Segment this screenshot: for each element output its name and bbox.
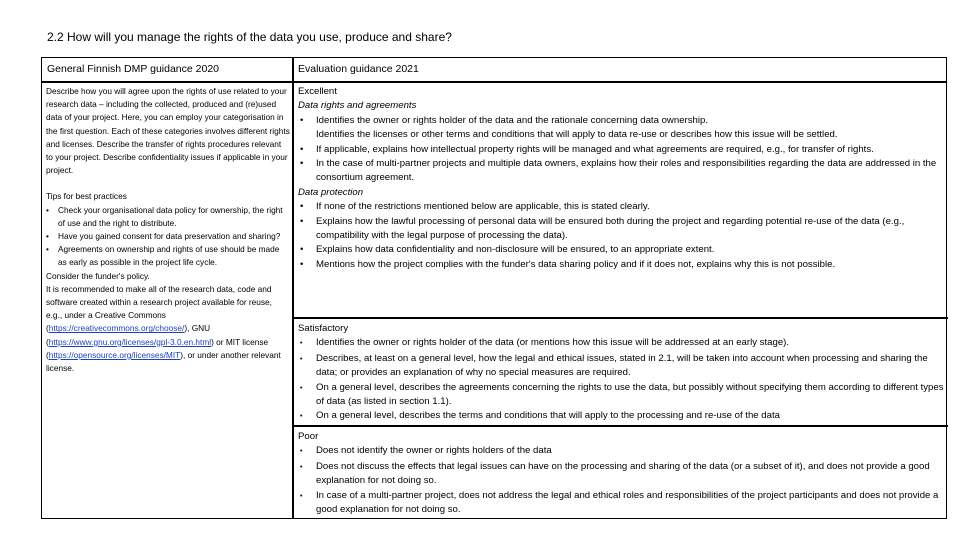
list-item: • Mentions how the project complies with the funder's data sharing policy and if it does not, explains why this is not possible. — [298, 258, 944, 272]
list-item: • If none of the restrictions mentioned below are applicable, this is stated clearly. — [298, 200, 944, 214]
list-item: • Identifies the owner or rights holder of the data (or mentions how this issue will be addressed at an early stage). — [298, 336, 944, 351]
right-column-header: Evaluation guidance 2021 — [298, 63, 419, 75]
header-divider — [42, 81, 946, 83]
general-guidance — [46, 85, 290, 375]
bullet-icon: • — [46, 204, 49, 215]
data-protection-subheading: Data protection — [298, 186, 364, 198]
gnu-license-link[interactable]: https://www.gnu.org/licenses/gpl-3.0.en.html — [48, 336, 212, 347]
list-item: • Agreements on ownership and rights of use should be made as early as possible in the project life cycle. — [46, 243, 290, 269]
satisfactory-divider — [293, 425, 948, 427]
bullet-icon: • — [300, 340, 303, 348]
bullet-icon: • — [300, 201, 304, 213]
satisfactory-section — [298, 322, 944, 425]
guidance-table — [41, 57, 947, 519]
bullet-icon: • — [300, 492, 303, 500]
guidance-intro: Describe how you will agree upon the rights of use related to your research data – including the collected, produced and (re)used data of your project. Here, you can employ your categorisation in the first question. Each of these categories involves different rights and licenses. Describe the transfer of rights procedures relevant to your project. Describe confidentiality issues if applicable in your project. — [46, 86, 290, 176]
poor-heading: Poor — [298, 431, 319, 442]
list-item: • On a general level, describes the agreements concerning the rights to use the data, but possibly without specifying them according to different types of data (as listed in section 1.1). — [298, 381, 944, 410]
column-divider — [292, 58, 294, 518]
bullet-icon: • — [300, 114, 304, 126]
tips-title: Tips for best practices — [46, 191, 127, 202]
list-item: • Explains how data confidentiality and non-disclosure will be ensured, to an appropriate extent. — [298, 243, 944, 257]
list-item: • Does not identify the owner or rights holders of the data — [298, 444, 944, 459]
list-item: • Does not discuss the effects that legal issues can have on the processing and sharing of the data (or a subset of it), and does not provide a good explanation for not doing so. — [298, 460, 944, 489]
mit-license-link[interactable]: https://opensource.org/licenses/MIT — [48, 349, 181, 360]
list-item: • Have you gained consent for data preservation and sharing? — [46, 230, 290, 243]
bullet-icon: • — [300, 258, 304, 270]
bullet-icon: • — [300, 143, 304, 155]
excellent-heading: Excellent — [298, 86, 337, 97]
list-item: • Explains how the lawful processing of personal data will be ensured both during the project and regarding potential re-use of the data (e.g., compatibility with the legal purpose of processing the data). — [298, 215, 944, 244]
list-item: • In the case of multi-partner projects and multiple data owners, explains how their roles and responsibilities regarding the data are addressed in the consortium agreement. — [298, 157, 944, 186]
page-title: 2.2 How will you manage the rights of the data you use, produce and share? — [47, 30, 452, 44]
creative-commons-link[interactable]: https://creativecommons.org/choose/ — [48, 323, 185, 334]
list-item-continuation: Identifies the licenses or other terms and conditions that will apply to data re-use or describes how this issue will be settled. — [316, 129, 838, 141]
bullet-icon: • — [300, 244, 304, 256]
excellent-divider — [293, 317, 948, 319]
bullet-icon: • — [300, 448, 303, 456]
license-recommendation: It is recommended to make all of the research data, code and software created within a research project available for reuse, e.g., under a Creative Commons (https://creativecommons.org/choose/), GNU (https://www.gnu.org/licenses/gpl-3.0.en.html) or MIT license (https://opensource.org/licenses/MIT), or under another relevant license. — [46, 283, 281, 374]
list-item: • Describes, at least on a general level, how the legal and ethical issues, stated in 2.1, will be taken into account when processing and sharing the data; or provides an explanation of why no special measures are required. — [298, 352, 944, 381]
bullet-icon: • — [300, 215, 304, 227]
list-item: • If applicable, explains how intellectual property rights will be managed and what agreements are required, e.g., for transfer of rights. — [298, 143, 944, 157]
satisfactory-heading: Satisfactory — [298, 323, 349, 334]
bullet-icon: • — [300, 413, 303, 421]
list-item: • Check your organisational data policy for ownership, the right of use and the right to distribute. — [46, 204, 290, 230]
bullet-icon: • — [300, 355, 303, 363]
list-item: • On a general level, describes the terms and conditions that will apply to the processing and re-use of the data — [298, 409, 944, 424]
excellent-section — [298, 85, 944, 272]
bullet-icon: • — [300, 463, 303, 471]
list-item: • In case of a multi-partner project, does not address the legal and ethical roles and responsibilities of the project participants and does not provide a good explanation for not doing so. — [298, 489, 944, 518]
list-item: • Identifies the owner or rights holder of the data and the rationale concerning data ownership. — [298, 114, 944, 128]
bullet-icon: • — [300, 158, 304, 170]
bullet-icon: • — [300, 384, 303, 392]
funder-policy-text: Consider the funder's policy. — [46, 270, 150, 281]
data-rights-subheading: Data rights and agreements — [298, 100, 417, 112]
poor-section — [298, 430, 944, 517]
left-column-header: General Finnish DMP guidance 2020 — [47, 63, 219, 75]
bullet-icon: • — [46, 244, 49, 255]
bullet-icon: • — [46, 231, 49, 242]
